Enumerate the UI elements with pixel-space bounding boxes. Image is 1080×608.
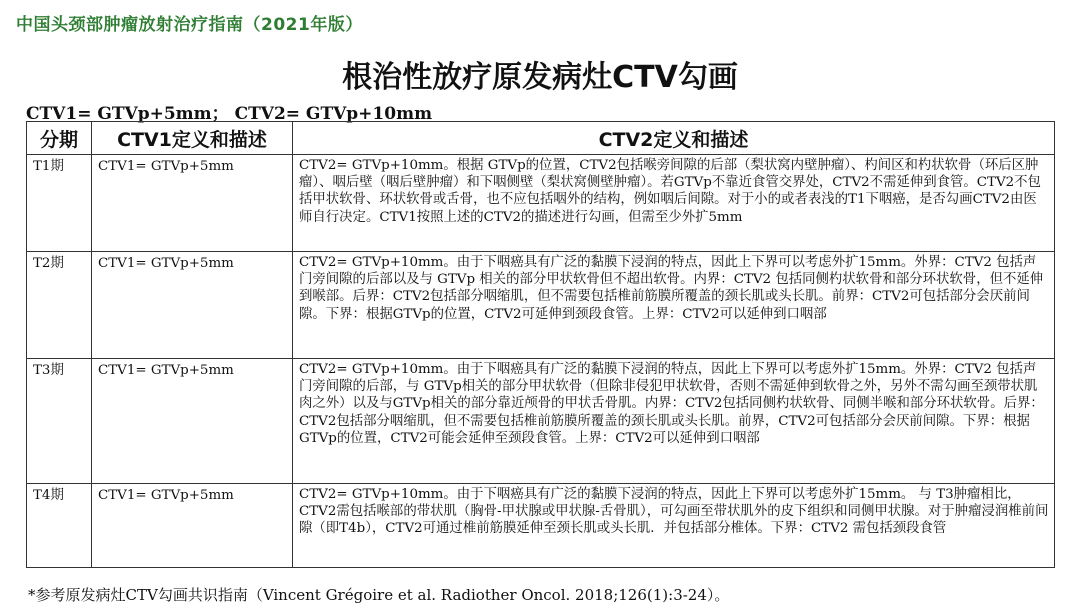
stage-cell: T3期 (27, 359, 92, 484)
ctv-definition-table (26, 121, 1055, 568)
ctv1-cell: CTV1= GTVp+5mm (92, 359, 293, 484)
ctv1-cell: CTV1= GTVp+5mm (92, 155, 293, 252)
table-row (27, 484, 1055, 568)
column-header-ctv2: CTV2定义和描述 (293, 122, 1055, 155)
ctv2-cell: CTV2= GTVp+10mm。根据 GTVp的位置，CTV2包括喉旁间隙的后部（梨状窝内壁肿瘤）、杓间区和杓状软骨（环后区肿瘤）、咽后壁（咽后壁肿瘤）和下咽侧壁（梨状窝侧壁肿瘤）。若GTVp不靠近食管交界处，CTV2不需延伸到食管。CTV2不包括甲状软骨、环状软骨或舌骨，也不应包括咽外的结构，例如咽后间隙。对于小的或者表浅的T1下咽癌，是否勾画CTV2由医师自行决定。CTV1按照上述的CTV2的描述进行勾画，但需至少外扩5mm (293, 155, 1055, 252)
stage-cell: T4期 (27, 484, 92, 568)
table-row (27, 359, 1055, 484)
reference-footnote: *参考原发病灶CTV勾画共识指南（Vincent Grégoire et al. Radiother Oncol. 2018;126(1):3-24）。 (28, 586, 730, 604)
stage-cell: T1期 (27, 155, 92, 252)
slide-title: 根治性放疗原发病灶CTV勾画 (342, 60, 738, 95)
ctv2-cell: CTV2= GTVp+10mm。由于下咽癌具有广泛的黏膜下浸润的特点，因此上下界可以考虑外扩15mm。外界：CTV2 包括声门旁间隙的后部以及与 GTVp 相关的部分甲状软骨但不超出软骨。内界：CTV2 包括同侧杓状软骨和部分环状软骨，但不延伸到喉部。后界：CTV2包括部分咽缩肌，但不需要包括椎前筋膜所覆盖的颈长肌或头长肌。前界：CTV2可包括部分会厌前间隙。下界：根据GTVp的位置，CTV2可延伸到颈段食管。上界：CTV2可以延伸到口咽部 (293, 252, 1055, 359)
table-row (27, 155, 1055, 252)
table-row (27, 252, 1055, 359)
column-header-ctv1: CTV1定义和描述 (92, 122, 293, 155)
ctv1-cell: CTV1= GTVp+5mm (92, 484, 293, 568)
ctv2-cell: CTV2= GTVp+10mm。由于下咽癌具有广泛的黏膜下浸润的特点，因此上下界可以考虑外扩15mm。 与 T3肿瘤相比，CTV2需包括喉部的带状肌（胸骨-甲状腺或甲状腺-舌骨肌），可勾画至带状肌外的皮下组织和同侧甲状腺。对于肿瘤浸润椎前间隙（即T4b），CTV2可通过椎前筋膜延伸至颈长肌或头长肌．并包括部分椎体。下界：CTV2 需包括颈段食管 (293, 484, 1055, 568)
guideline-header-title: 中国头颈部肿瘤放射治疗指南（2021年版） (16, 15, 363, 35)
ctv-formula-subtitle: CTV1= GTVp+5mm； CTV2= GTVp+10mm (26, 104, 433, 124)
stage-cell: T2期 (27, 252, 92, 359)
ctv1-cell: CTV1= GTVp+5mm (92, 252, 293, 359)
ctv2-cell: CTV2= GTVp+10mm。由于下咽癌具有广泛的黏膜下浸润的特点，因此上下界可以考虑外扩15mm。外界：CTV2 包括声门旁间隙的后部，与 GTVp相关的部分甲状软骨（但除非侵犯甲状软骨，否则不需延伸到软骨之外，另外不需勾画至颈带状肌肉之外）以及与GTVp相关的部分靠近颅骨的甲状舌骨肌。内界：CTV2包括同侧杓状软骨、同侧半喉和部分环状软骨。后界：CTV2包括部分咽缩肌，但不需要包括椎前筋膜所覆盖的颈长肌或头长肌。前界，CTV2可包括部分会厌前间隙。下界：根据GTVp的位置，CTV2可能会延伸至颈段食管。上界：CTV2可以延伸到口咽部 (293, 359, 1055, 484)
column-header-stage: 分期 (27, 122, 92, 155)
table-header-row (27, 122, 1055, 155)
